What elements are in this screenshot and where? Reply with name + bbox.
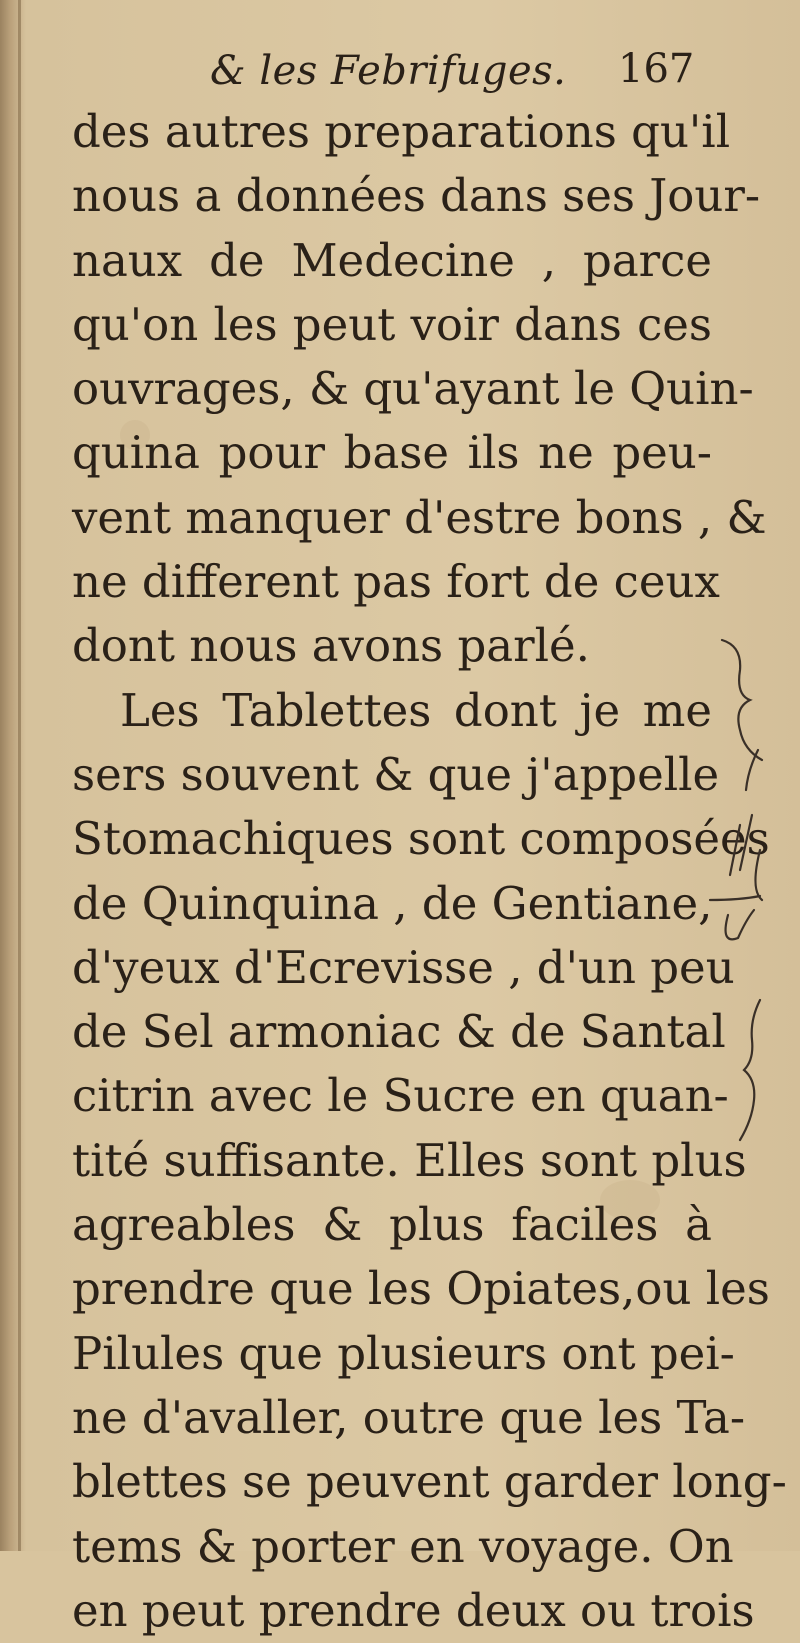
text-line: sers souvent & que j'appelle: [72, 747, 720, 801]
text-line: d'yeux d'Ecrevisse , d'un peu: [72, 940, 735, 994]
page-gutter: [18, 0, 21, 1551]
text-line: agreables & plus faciles à: [72, 1198, 712, 1252]
text-line: nous a données dans ses Jour-: [72, 169, 761, 223]
page-header: [0, 40, 800, 100]
page-number: 167: [618, 46, 695, 92]
handwritten-margin-note: [700, 600, 800, 1220]
text-line: de Quinquina , de Gentiane,: [72, 876, 713, 930]
text-line: de Sel armoniac & de Santal: [72, 1005, 726, 1059]
text-line: vent manquer d'estre bons , &: [72, 490, 767, 544]
text-line: des autres preparations qu'il: [72, 105, 731, 158]
text-line: ne different pas fort de ceux: [72, 555, 720, 609]
text-line: blettes se peuvent garder long-: [72, 1455, 787, 1509]
body-text: [72, 100, 787, 1643]
text-line: quina pour base ils ne peu-: [72, 426, 712, 480]
text-line: ouvrages, & qu'ayant le Quin-: [72, 362, 754, 416]
paragraph-start-line: Les Tablettes dont je me: [120, 683, 712, 737]
text-line: citrin avec le Sucre en quan-: [72, 1069, 729, 1123]
text-line: en peut prendre deux ou trois: [72, 1583, 755, 1637]
text-line: naux de Medecine , parce: [72, 233, 712, 287]
text-line: ne d'avaller, outre que les Ta-: [72, 1390, 746, 1444]
text-line: tems & porter en voyage. On: [72, 1519, 734, 1573]
handwritten-bracket-icon: [700, 600, 800, 1220]
running-head: & les Febrifuges.: [210, 48, 567, 94]
text-line: Stomachiques sont composées: [72, 812, 770, 866]
text-line: prendre que les Opiates,ou les: [72, 1262, 770, 1316]
text-line: qu'on les peut voir dans ces: [72, 297, 712, 351]
text-line: dont nous avons parlé.: [72, 619, 590, 673]
text-line: Pilules que plusieurs ont pei-: [72, 1326, 735, 1380]
text-line: tité suffisante. Elles sont plus: [72, 1133, 747, 1187]
